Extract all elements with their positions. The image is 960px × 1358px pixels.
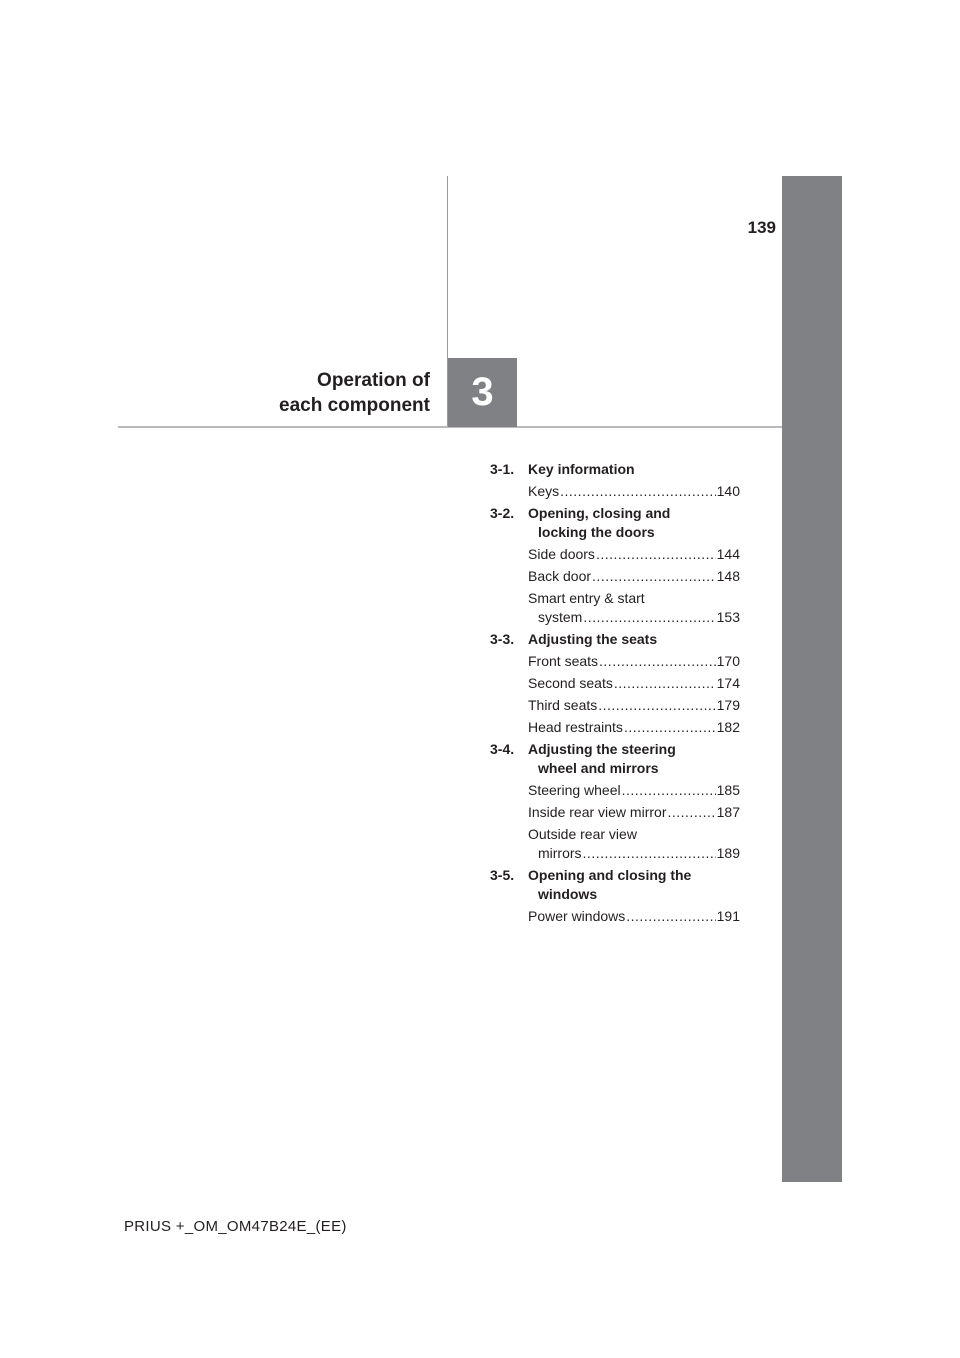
toc-entry-page: 140 xyxy=(716,483,740,499)
toc-section-title-line1: Key information xyxy=(528,461,635,477)
toc-section xyxy=(490,630,740,737)
toc-section-heading[interactable] xyxy=(490,504,740,542)
toc-entry-page: 144 xyxy=(716,546,740,562)
chapter-number-badge: 3 xyxy=(448,358,517,427)
toc-section-heading[interactable] xyxy=(490,460,740,479)
toc-entry[interactable] xyxy=(528,545,740,564)
dot-leader xyxy=(626,907,715,926)
dot-leader xyxy=(667,803,715,822)
toc-entry-label-line1: Smart entry & start xyxy=(528,590,645,606)
table-of-contents xyxy=(490,460,740,929)
page-number: 139 xyxy=(747,218,776,237)
toc-section-title-line1: Opening, closing and xyxy=(528,505,671,521)
toc-entry-label: Head restraints xyxy=(528,719,623,735)
toc-section-number: 3-1. xyxy=(490,461,515,477)
toc-section-title xyxy=(528,866,740,904)
toc-section-number: 3-5. xyxy=(490,867,515,883)
toc-section-number: 3-4. xyxy=(490,741,515,757)
toc-entry-label: Third seats xyxy=(528,697,598,713)
toc-section-title-line1: Adjusting the steering xyxy=(528,741,676,757)
toc-entry-page: 174 xyxy=(716,675,740,691)
toc-section-title-line2: locking the doors xyxy=(538,524,655,540)
chapter-title-line2: each component xyxy=(279,395,430,416)
toc-section-title-line1: Opening and closing the xyxy=(528,867,692,883)
toc-entry-page: 170 xyxy=(716,653,740,669)
toc-entry-label-line2: mirrors xyxy=(538,845,582,861)
dot-leader xyxy=(599,652,716,671)
toc-entry[interactable] xyxy=(528,907,740,926)
toc-section xyxy=(490,740,740,863)
dot-leader xyxy=(592,567,716,586)
toc-section-heading[interactable] xyxy=(490,740,740,778)
toc-entry-label: Power windows xyxy=(528,908,626,924)
chapter-side-tab xyxy=(782,176,842,1182)
toc-entry-page: 153 xyxy=(716,609,740,625)
toc-entry[interactable] xyxy=(528,674,740,693)
dot-leader xyxy=(596,545,716,564)
dot-leader xyxy=(560,482,716,501)
dot-leader xyxy=(624,718,716,737)
toc-entry-label: Steering wheel xyxy=(528,782,621,798)
toc-section-number: 3-3. xyxy=(490,631,515,647)
toc-section xyxy=(490,460,740,501)
toc-entry-label: Back door xyxy=(528,568,592,584)
toc-entry-label-line1: Outside rear view xyxy=(528,826,637,842)
toc-entry-label: Side doors xyxy=(528,546,595,562)
toc-entry-label: Inside rear view mirror xyxy=(528,804,667,820)
toc-entry[interactable] xyxy=(528,652,740,671)
toc-section xyxy=(490,504,740,627)
toc-section-number: 3-2. xyxy=(490,505,515,521)
toc-entry-page: 191 xyxy=(716,908,740,924)
document-footer: PRIUS +_OM_OM47B24E_(EE) xyxy=(124,1218,347,1235)
dot-leader xyxy=(583,844,716,863)
toc-entry-label: Keys xyxy=(528,483,560,499)
toc-section-heading[interactable] xyxy=(490,630,740,649)
toc-section-title-line2: wheel and mirrors xyxy=(538,760,659,776)
toc-section-title-line2: windows xyxy=(538,886,598,902)
toc-entry[interactable] xyxy=(528,781,740,800)
dot-leader xyxy=(598,696,715,715)
toc-entry-page: 187 xyxy=(716,804,740,820)
dot-leader xyxy=(583,608,715,627)
toc-entry[interactable] xyxy=(528,825,740,863)
toc-entry-page: 182 xyxy=(716,719,740,735)
toc-entry-page: 148 xyxy=(716,568,740,584)
toc-entry-page: 185 xyxy=(716,782,740,798)
toc-section-title-line1: Adjusting the seats xyxy=(528,631,658,647)
toc-section-heading[interactable] xyxy=(490,866,740,904)
toc-entry-page: 179 xyxy=(716,697,740,713)
toc-entry-label: Front seats xyxy=(528,653,599,669)
toc-entry[interactable] xyxy=(528,696,740,715)
toc-section-title xyxy=(528,630,740,649)
toc-section-title xyxy=(528,460,740,479)
toc-entry[interactable] xyxy=(528,718,740,737)
toc-entry[interactable] xyxy=(528,589,740,627)
chapter-title xyxy=(170,368,430,418)
chapter-title-line1: Operation of xyxy=(317,370,430,391)
toc-entry-label: Second seats xyxy=(528,675,613,691)
toc-entry[interactable] xyxy=(528,803,740,822)
dot-leader xyxy=(622,781,716,800)
dot-leader xyxy=(614,674,716,693)
toc-entry-label-line2: system xyxy=(538,609,583,625)
toc-entry[interactable] xyxy=(528,567,740,586)
toc-entry[interactable] xyxy=(528,482,740,501)
toc-entry-page: 189 xyxy=(716,845,740,861)
toc-section xyxy=(490,866,740,926)
toc-section-title xyxy=(528,740,740,778)
toc-section-title xyxy=(528,504,740,542)
